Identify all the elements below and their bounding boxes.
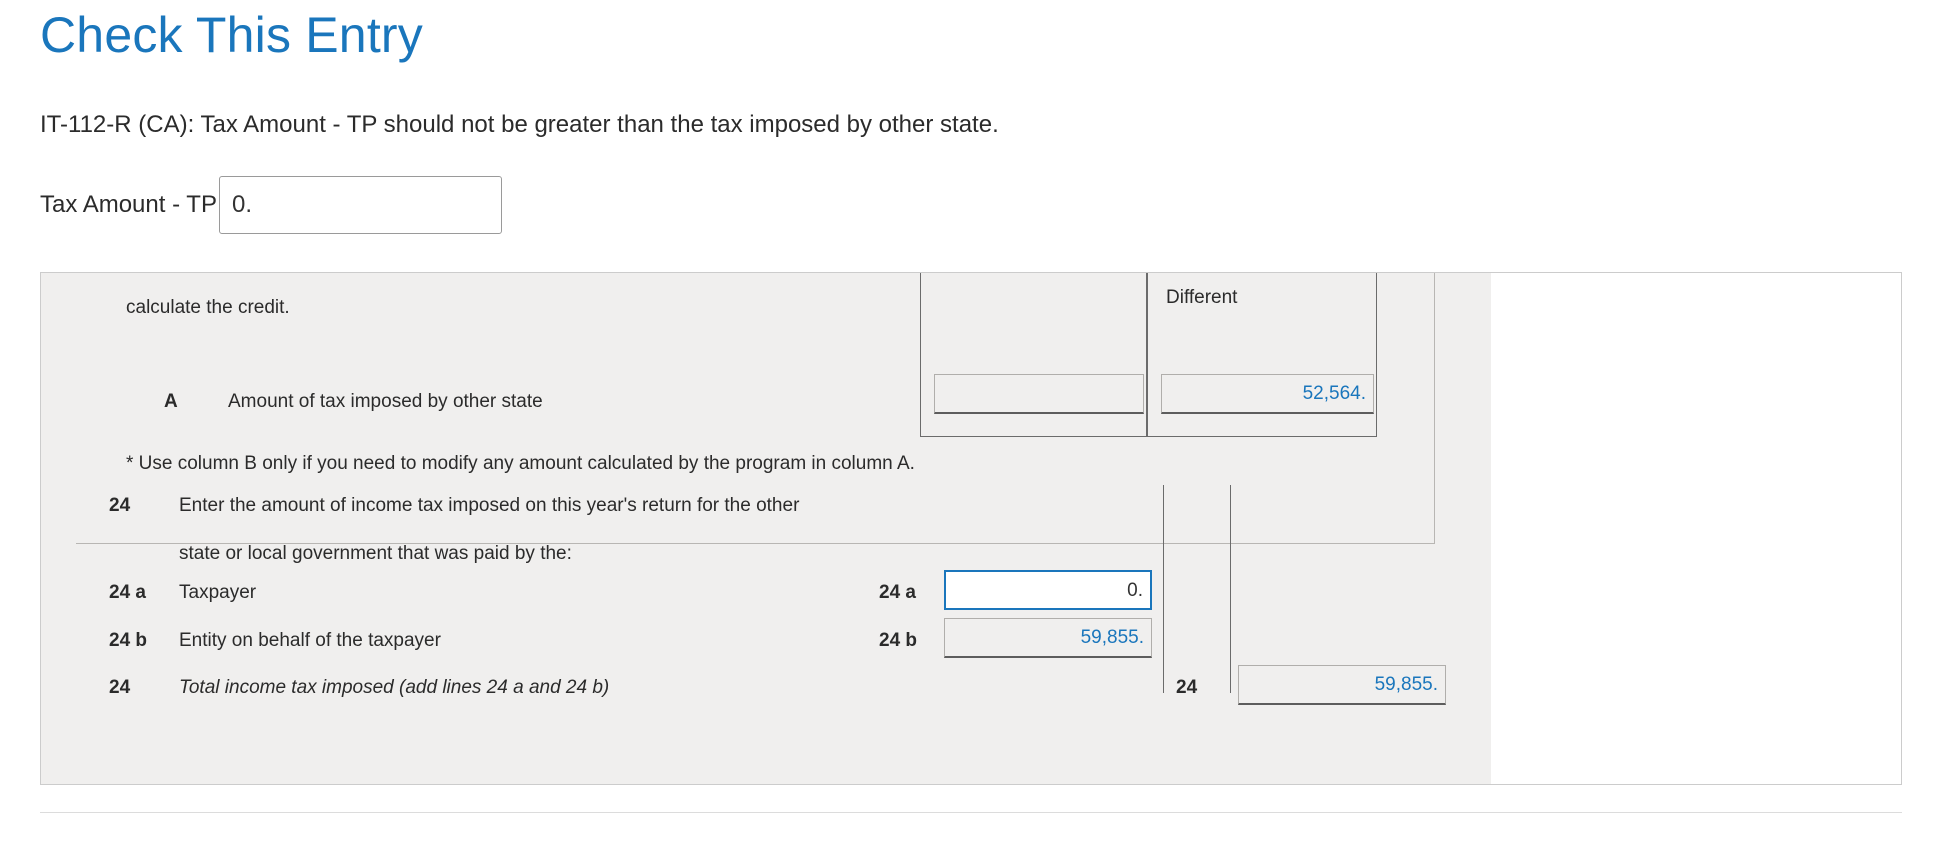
line-24b-number: 24 b	[109, 630, 148, 651]
line-24-number: 24	[109, 495, 131, 516]
line-a-description: Amount of tax imposed by other state	[228, 391, 543, 412]
vertical-rule-right	[1230, 485, 1231, 693]
form-preview-right-margin	[1491, 273, 1902, 785]
line-24a-amount-field[interactable]: 0.	[944, 570, 1152, 610]
page-title: Check This Entry	[40, 7, 423, 63]
entry-field-label: Tax Amount - TP	[40, 190, 217, 218]
column-b-footnote: * Use column B only if you need to modify any amount calculated by the program in column A.	[126, 453, 915, 474]
line-a-column-a-field[interactable]	[934, 374, 1144, 414]
form-preview-canvas[interactable]	[41, 273, 1491, 785]
line-a-column-b-field[interactable]: 52,564.	[1161, 374, 1374, 414]
line-24b-description: Entity on behalf of the taxpayer	[179, 630, 441, 651]
line-24c-amount-field[interactable]: 59,855.	[1238, 665, 1446, 705]
calculate-credit-text: calculate the credit.	[126, 297, 290, 318]
tax-amount-tp-input[interactable]	[219, 176, 502, 234]
line-24a-number: 24 a	[109, 582, 146, 603]
line-24b-amount-field[interactable]: 59,855.	[944, 618, 1152, 658]
line-24-text-line2: state or local government that was paid by the:	[179, 543, 572, 564]
line-24c-description: Total income tax imposed (add lines 24 a and 24 b)	[179, 677, 610, 698]
line-24c-mid-number: 24	[1176, 677, 1198, 698]
form-preview-panel[interactable]	[40, 272, 1902, 785]
validation-message: IT-112-R (CA): Tax Amount - TP should not be greater than the tax imposed by other state.	[40, 110, 999, 138]
line-24b-mid-number: 24 b	[879, 630, 918, 651]
page-container	[0, 0, 1942, 234]
entry-field-row	[40, 176, 1942, 234]
vertical-rule-left	[1163, 485, 1164, 693]
bottom-divider	[40, 812, 1902, 813]
column-b-header: Different	[1166, 287, 1238, 308]
line-24c-number: 24	[109, 677, 131, 698]
line-a-number: A	[164, 391, 178, 412]
line-24a-mid-number: 24 a	[879, 582, 916, 603]
line-24-text-line1: Enter the amount of income tax imposed on this year's return for the other	[179, 495, 800, 516]
line-24a-description: Taxpayer	[179, 582, 257, 603]
form-scroll-content	[41, 273, 1491, 785]
